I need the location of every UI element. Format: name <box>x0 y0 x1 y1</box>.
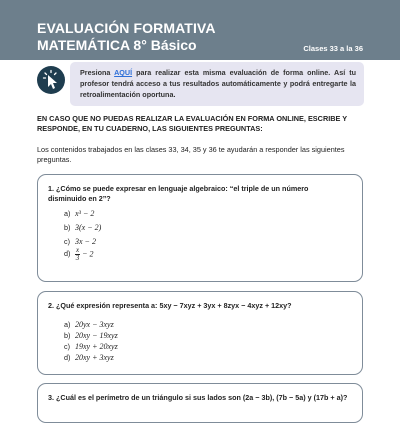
question-2-text: 2. ¿Qué expresión representa a: 5xy − 7xyz + 3yx + 8zyx − 4xyz + 12xy? <box>48 301 292 310</box>
option-expression: 3x − 2 <box>75 237 96 246</box>
notice-prefix: Presiona <box>80 68 115 77</box>
page-header <box>0 0 400 60</box>
question-1-option-b <box>64 223 101 232</box>
option-label: d) <box>64 353 71 362</box>
pointer-click-icon <box>37 66 65 94</box>
notice-suffix: para realizar esta misma evaluación de forma online. Así tu profesor tendrá acceso a tus resultados automáticamente y podrá entregarte la retroalimentación oportuna. <box>80 68 357 99</box>
option-expression: x³ − 2 <box>75 209 95 218</box>
option-label: c) <box>64 237 70 246</box>
option-expression: 3(x − 2) <box>75 223 102 232</box>
option-expression: 20xy + 3xyz <box>75 353 114 362</box>
fraction-numerator: x <box>76 246 80 254</box>
online-evaluation-link[interactable]: AQUÍ <box>114 68 133 77</box>
option-expression: 19xy + 20xyz <box>75 342 118 351</box>
option-label: a) <box>64 320 71 329</box>
question-1-box <box>37 174 363 282</box>
header-classes: Clases 33 a la 36 <box>303 44 363 53</box>
online-notice <box>70 62 364 106</box>
option-label: b) <box>64 331 71 340</box>
question-2-option-c <box>64 342 118 351</box>
question-3-box <box>37 383 363 423</box>
question-1-option-a <box>64 209 94 218</box>
instructions: EN CASO QUE NO PUEDAS REALIZAR LA EVALUACIÓN EN FORMA ONLINE, ESCRIBE Y RESPONDE, EN TU CUADERNO, LAS SIGUIENTES PREGUNTAS: <box>37 114 348 133</box>
question-2-option-d <box>64 353 114 362</box>
option-label: a) <box>64 209 71 218</box>
question-1-text: 1. ¿Cómo se puede expresar en lenguaje algebraico: “el triple de un número disminuido en 2”? <box>48 184 309 203</box>
option-label: b) <box>64 223 71 232</box>
option-expression: − 2 <box>80 249 94 259</box>
question-3-text: 3. ¿Cuál es el perímetro de un triángulo si sus lados son (2a − 3b), (7b − 5a) y (17b + a)? <box>48 393 348 402</box>
question-2-option-a <box>64 320 114 329</box>
option-expression: 20xy − 19xyz <box>75 331 118 340</box>
question-1-option-d <box>64 247 94 262</box>
option-expression: 20yx − 3xyz <box>75 320 114 329</box>
header-title: EVALUACIÓN FORMATIVA <box>37 20 216 36</box>
option-label: c) <box>64 342 70 351</box>
question-2-option-b <box>64 331 118 340</box>
intro-text: Los contenidos trabajados en las clases 33, 34, 35 y 36 te ayudarán a responder las siguientes preguntas. <box>37 145 345 164</box>
question-1-option-c <box>64 237 96 246</box>
question-2-box <box>37 291 363 375</box>
fraction-denominator: 3 <box>75 254 80 262</box>
header-subtitle: MATEMÁTICA 8° Básico <box>37 37 197 53</box>
option-label: d) <box>64 249 71 259</box>
